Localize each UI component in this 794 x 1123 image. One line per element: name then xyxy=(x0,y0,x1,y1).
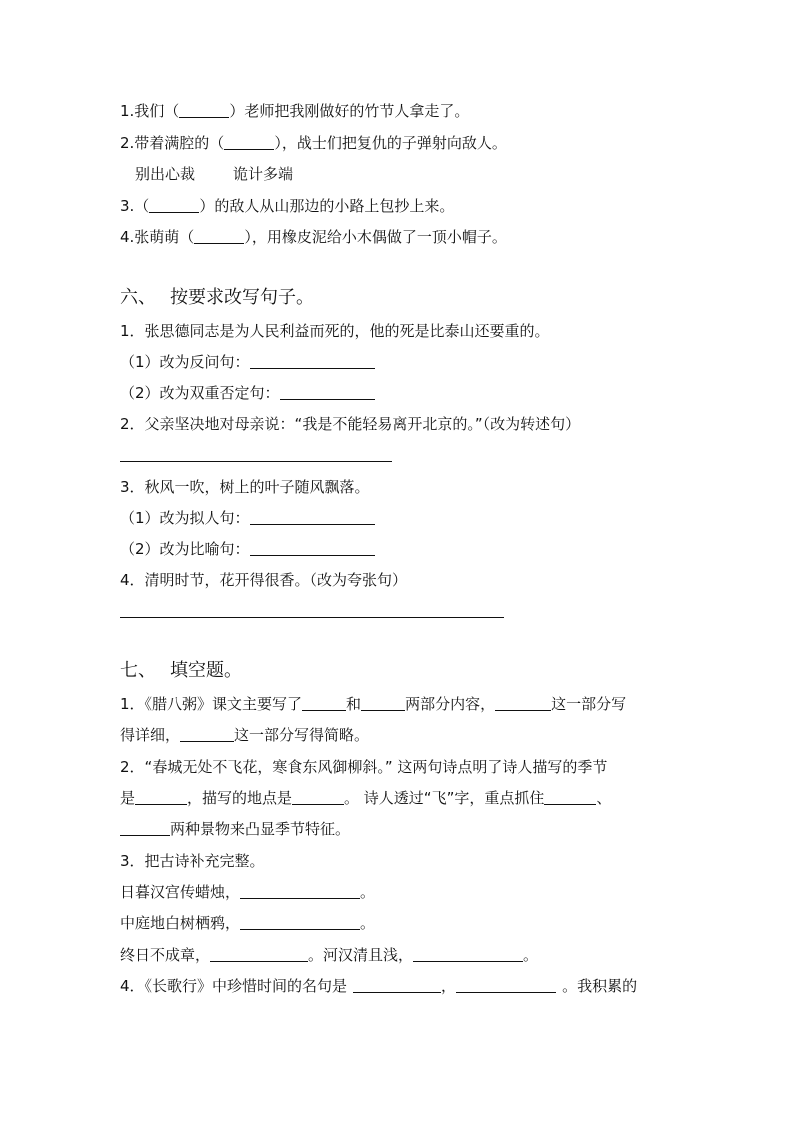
s7-question-4 xyxy=(120,976,637,996)
s7-question-1-cont xyxy=(120,725,369,745)
s5-question-3 xyxy=(120,196,454,216)
answer-line[interactable] xyxy=(120,617,504,618)
answer-blank[interactable] xyxy=(353,978,441,993)
q-text: 中庭地白树栖鸦， xyxy=(120,914,241,932)
q-text: （1）改为拟人句： xyxy=(120,509,250,527)
answer-blank[interactable] xyxy=(180,727,234,742)
q-text: （1）改为反问句： xyxy=(120,353,250,371)
q-text: 1.我们（ xyxy=(120,102,180,120)
answer-blank[interactable] xyxy=(250,510,375,525)
answer-blank[interactable] xyxy=(280,385,375,400)
q-text: 。 诗人透过“飞”字，重点抓住 xyxy=(344,789,545,807)
q-text: 。 xyxy=(523,946,539,964)
s6-question-3: 3．秋风一吹，树上的叶子随风飘落。 xyxy=(120,478,370,496)
heading-text: 填空题。 xyxy=(170,660,242,681)
q-text: ），战士们把复仇的子弹射向敌人。 xyxy=(274,134,507,152)
q-text: ）的敌人从山那边的小路上包抄上来。 xyxy=(199,197,455,215)
q-text: 3.（ xyxy=(120,197,150,215)
poem-line-1 xyxy=(120,882,375,902)
s6-q1-part-2 xyxy=(120,383,375,403)
answer-blank[interactable] xyxy=(120,821,170,836)
answer-blank[interactable] xyxy=(210,947,308,962)
s6-question-4: 4．清明时节，花开得很香。（改为夸张句） xyxy=(120,571,408,589)
answer-blank[interactable] xyxy=(135,790,187,805)
word-bank xyxy=(135,164,293,184)
answer-blank[interactable] xyxy=(240,915,360,930)
s6-q3-part-1 xyxy=(120,508,375,528)
q-text: 和 xyxy=(346,695,362,713)
s7-question-2-cont xyxy=(120,788,611,808)
heading-number: 七、 xyxy=(120,660,156,681)
answer-blank[interactable] xyxy=(250,541,375,556)
poem-line-3 xyxy=(120,945,538,965)
q-text: 。我积累的 xyxy=(562,977,638,995)
s6-question-1: 1．张思德同志是为人民利益而死的，他的死是比泰山还要重的。 xyxy=(120,322,550,340)
s6-q3-part-2 xyxy=(120,539,375,559)
word-option: 别出心裁 xyxy=(135,165,196,183)
word-option: 诡计多端 xyxy=(233,165,294,183)
answer-blank[interactable] xyxy=(292,790,344,805)
q-text: （2）改为双重否定句： xyxy=(120,384,280,402)
answer-blank[interactable] xyxy=(179,103,229,118)
answer-blank[interactable] xyxy=(149,198,199,213)
q-text: 1．《腊八粥》课文主要写了 xyxy=(120,695,303,713)
q-text: 、 xyxy=(596,789,612,807)
q-text: 是 xyxy=(120,789,136,807)
s7-question-1 xyxy=(120,694,626,714)
q-text: 这一部分写 xyxy=(551,695,627,713)
section-6-heading xyxy=(120,286,314,310)
q-text: 这一部分写得简略。 xyxy=(234,726,370,744)
s5-question-1 xyxy=(120,101,469,121)
answer-blank[interactable] xyxy=(194,229,244,244)
s7-question-2-end xyxy=(120,819,350,839)
q-text: 。 xyxy=(360,883,376,901)
q-text: ）老师把我刚做好的竹节人拿走了。 xyxy=(229,102,470,120)
answer-blank[interactable] xyxy=(495,696,551,711)
q-text: ， xyxy=(441,977,457,995)
s7-question-3: 3．把古诗补充完整。 xyxy=(120,852,265,870)
s5-question-4 xyxy=(120,227,507,247)
q-text: ，描写的地点是 xyxy=(187,789,293,807)
section-7-heading xyxy=(120,659,242,683)
s6-question-2: 2．父亲坚决地对母亲说：“我是不能轻易离开北京的。”（改为转述句） xyxy=(120,415,581,433)
poem-line-2 xyxy=(120,913,375,933)
answer-blank[interactable] xyxy=(361,696,405,711)
answer-blank[interactable] xyxy=(250,354,375,369)
q-text: 两种景物来凸显季节特征。 xyxy=(170,820,351,838)
answer-blank[interactable] xyxy=(544,790,596,805)
q-text: 得详细， xyxy=(120,726,181,744)
answer-blank[interactable] xyxy=(240,884,360,899)
q-text: 。 xyxy=(360,914,376,932)
s7-question-2: 2．“春城无处不飞花，寒食东风御柳斜。” 这两句诗点明了诗人描写的季节 xyxy=(120,758,608,776)
heading-number: 六、 xyxy=(120,287,156,308)
s5-question-2 xyxy=(120,133,507,153)
q-text: 4.张萌萌（ xyxy=(120,228,195,246)
s6-q1-part-1 xyxy=(120,352,375,372)
answer-blank[interactable] xyxy=(302,696,346,711)
answer-blank[interactable] xyxy=(224,135,274,150)
q-text: ），用橡皮泥给小木偶做了一顶小帽子。 xyxy=(244,228,507,246)
q-text: 两部分内容， xyxy=(405,695,496,713)
answer-blank[interactable] xyxy=(456,978,556,993)
q-text: 日暮汉宫传蜡烛， xyxy=(120,883,241,901)
answer-blank[interactable] xyxy=(413,947,523,962)
answer-line[interactable] xyxy=(120,461,392,462)
q-text: 4．《长歌行》中珍惜时间的名句是 xyxy=(120,977,348,995)
heading-text: 按要求改写句子。 xyxy=(170,287,314,308)
q-text: 2.带着满腔的（ xyxy=(120,134,225,152)
q-text: 终日不成章， xyxy=(120,946,211,964)
q-text: （2）改为比喻句： xyxy=(120,540,250,558)
q-text: 。河汉清且浅， xyxy=(308,946,414,964)
